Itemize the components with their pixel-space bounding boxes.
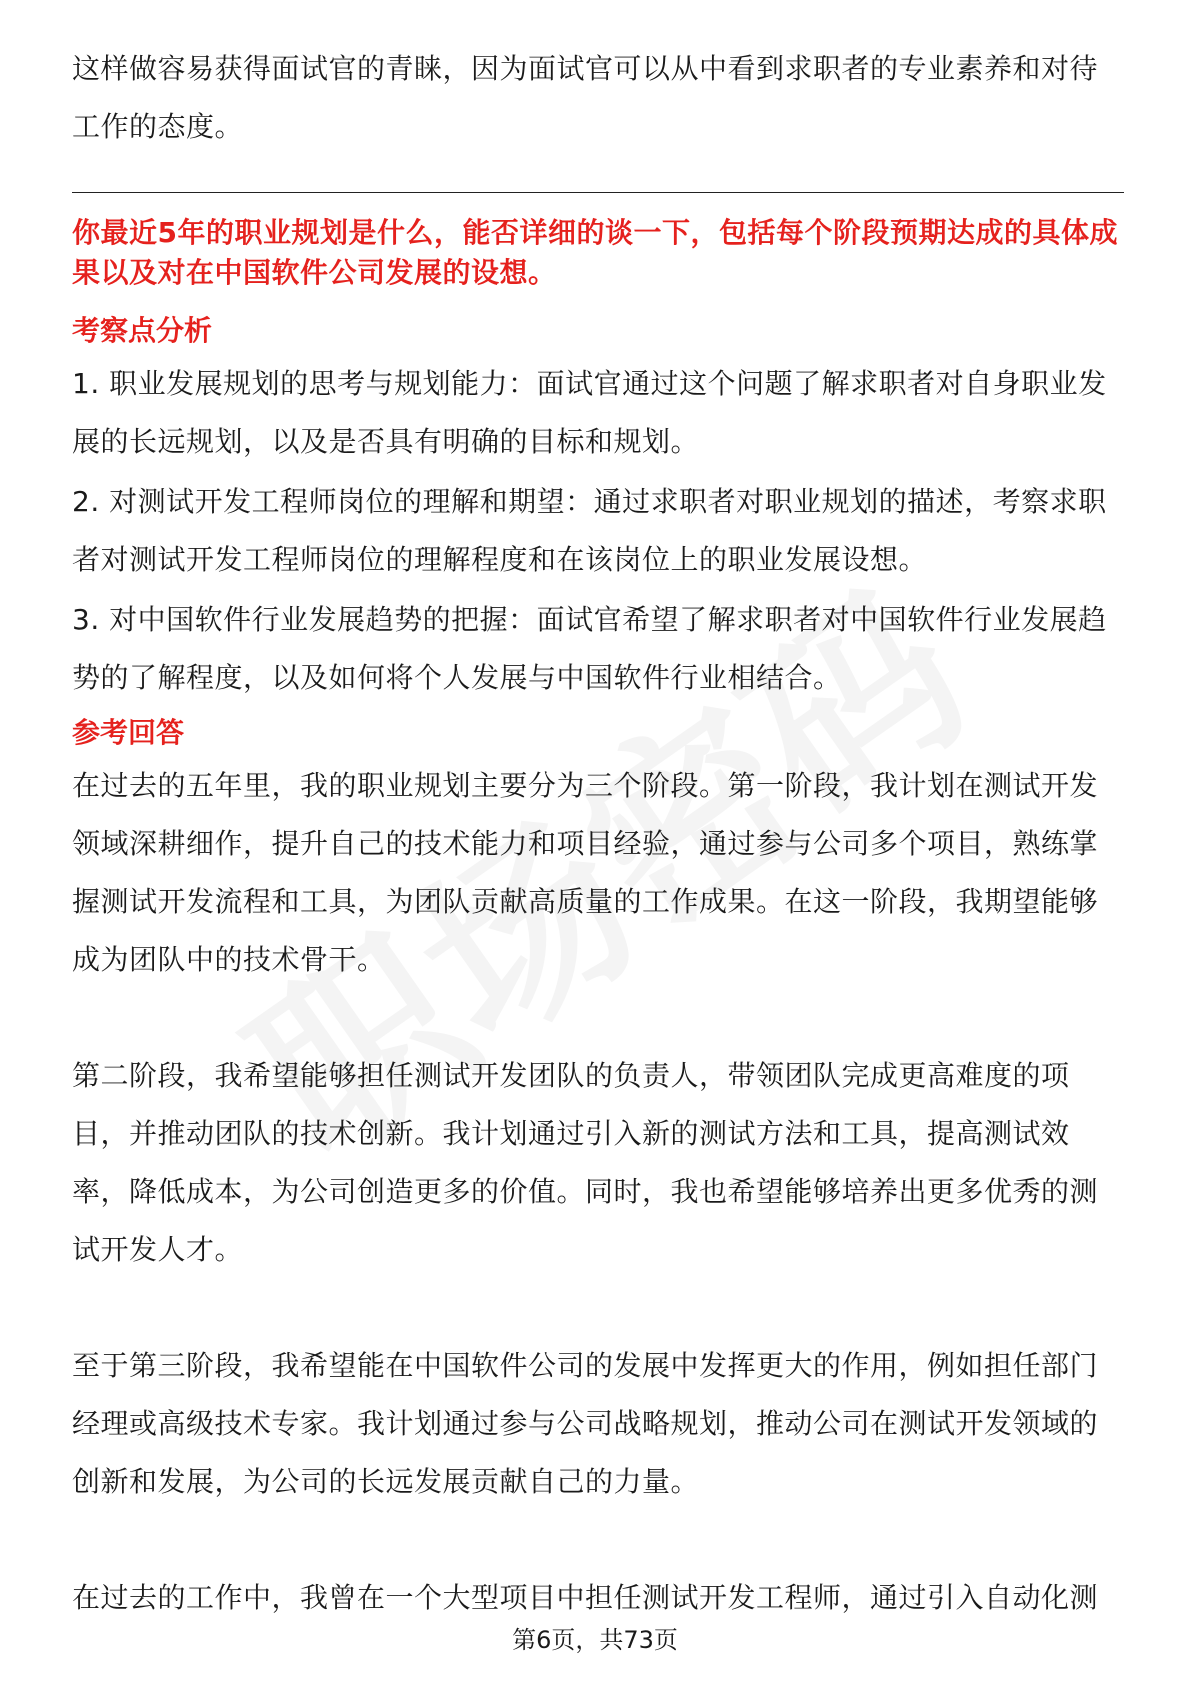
paragraph-gap	[72, 1279, 1124, 1337]
answer-paragraph-1: 在过去的五年里，我的职业规划主要分为三个阶段。第一阶段，我计划在测试开发领域深耕细作，提升自己的技术能力和项目经验，通过参与公司多个项目，熟练掌握测试开发流程和工具，为团队贡献高质量的工作成果。在这一阶段，我期望能够成为团队中的技术骨干。	[72, 769, 1099, 976]
intro-paragraph: 这样做容易获得面试官的青睐，因为面试官可以从中看到求职者的专业素养和对待工作的态度。	[72, 52, 1099, 143]
section-divider	[72, 192, 1124, 193]
answer-paragraph-4: 在过去的工作中，我曾在一个大型项目中担任测试开发工程师，通过引入自动化测	[72, 1581, 1099, 1614]
analysis-item-3: 3. 对中国软件行业发展趋势的把握：面试官希望了解求职者对中国软件行业发展趋势的了解程度，以及如何将个人发展与中国软件行业相结合。	[72, 603, 1107, 694]
answer-title: 参考回答	[72, 716, 185, 749]
document-page	[72, 40, 1124, 1627]
paragraph-gap	[72, 989, 1124, 1047]
page-number-footer: 第6页，共73页	[512, 1626, 678, 1654]
interview-question: 你最近5年的职业规划是什么，能否详细的谈一下，包括每个阶段预期达成的具体成果以及对在中国软件公司发展的设想。	[72, 216, 1118, 289]
answer-paragraph-2: 第二阶段，我希望能够担任测试开发团队的负责人，带领团队完成更高难度的项目，并推动团队的技术创新。我计划通过引入新的测试方法和工具，提高测试效率，降低成本，为公司创造更多的价值。同时，我也希望能够培养出更多优秀的测试开发人才。	[72, 1059, 1099, 1266]
analysis-item-1: 1. 职业发展规划的思考与规划能力：面试官通过这个问题了解求职者对自身职业发展的长远规划，以及是否具有明确的目标和规划。	[72, 367, 1107, 458]
analysis-item-2: 2. 对测试开发工程师岗位的理解和期望：通过求职者对职业规划的描述，考察求职者对测试开发工程师岗位的理解程度和在该岗位上的职业发展设想。	[72, 485, 1107, 576]
analysis-title: 考察点分析	[72, 314, 213, 347]
answer-paragraph-3: 至于第三阶段，我希望能在中国软件公司的发展中发挥更大的作用，例如担任部门经理或高级技术专家。我计划通过参与公司战略规划，推动公司在测试开发领域的创新和发展，为公司的长远发展贡献自己的力量。	[72, 1349, 1099, 1498]
paragraph-gap	[72, 1511, 1124, 1569]
